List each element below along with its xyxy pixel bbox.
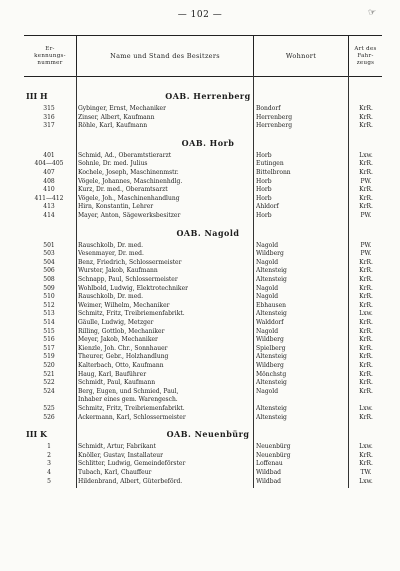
row-number: 517 [43,344,55,352]
residence: Horb [256,186,272,194]
residence: Altensteig [256,405,287,412]
owner-name: Haug, Karl, Bauführer [78,370,147,378]
vehicle-type: KrR. [359,451,373,459]
vehicle-type: KrR. [359,258,373,266]
owner-name: Sohnle, Dr. med. Julius [78,160,148,168]
residence: Horb [256,151,272,159]
row-number: 503 [43,250,55,258]
vehicle-type: KrR. [359,362,373,369]
header-name: Name und Stand des Besitzers [110,51,220,60]
vehicle-type: KrR. [359,301,373,309]
row-number: 3 [47,460,51,468]
row-number: 509 [43,284,55,292]
row-number: 504 [43,258,55,266]
table-header [24,35,382,77]
table-row [24,114,382,122]
table-row [24,122,382,130]
row-number: 513 [43,310,55,318]
row-number: 401 [43,151,55,159]
residence: Wildberg [256,362,284,369]
owner-name: Kochele, Joseph, Maschinenmstr. [78,169,179,176]
vehicle-type: KrR. [359,186,373,194]
residence: Wildberg [256,250,284,258]
table-row [24,267,382,275]
section-title: OAB. Neuenbürg [166,429,250,440]
table-row [24,388,382,396]
residence: Spielberg [256,344,286,352]
residence: Bittelbronn [256,169,291,176]
vehicle-type: KrR. [359,105,373,112]
owner-name: Schnapp, Paul, Schlossermeister [78,276,178,283]
owner-name: Theurer, Gebr., Holzhandlung [78,353,169,361]
row-number: 522 [43,379,55,387]
table-row [24,379,382,387]
section-title: OAB. Nagold [176,227,240,238]
header-nr: Er- kennungs- nummer [34,45,66,66]
residence: Horb [256,177,272,185]
vehicle-type: TW. [360,469,372,476]
vehicle-type: KrR. [359,203,373,211]
table-row [24,371,382,379]
row-number: 407 [43,169,55,176]
table-row [24,469,382,477]
residence: Altensteig [256,267,287,275]
owner-name: Mayer, Anton, Sägewerksbesitzer [78,212,181,219]
row-number: 316 [43,113,55,121]
vehicle-type: PW. [360,177,372,185]
owner-name: Inhaber eines gem. Warengesch. [78,396,178,404]
row-number: 519 [43,353,55,361]
header-wohnort: Wohnort [285,51,317,60]
owner-name: Meyer, Jakob, Mechaniker [78,336,158,344]
table-row [24,362,382,370]
table-row [24,212,382,220]
table-row [24,319,382,327]
vehicle-type: PW. [360,241,372,249]
vehicle-type: KrR. [359,169,373,176]
row-number: 515 [43,327,55,335]
table-row [24,242,382,250]
row-number: 516 [43,336,55,344]
row-number: 408 [43,177,55,185]
vehicle-type: KrR. [359,284,373,292]
owner-name: Röhle, Karl, Kaufmann [78,122,148,130]
section-title: OAB. Herrenberg [165,91,251,101]
table-row [24,160,382,168]
row-number: 520 [43,362,55,369]
table-row [24,250,382,258]
vehicle-type: Lxw. [359,477,373,485]
owner-name: Gäulle, Ludwig, Metzger [78,319,154,326]
table-row [24,169,382,177]
residence: Mönchstg [256,370,287,378]
residence: Wildbad [256,477,281,485]
owner-name: Tubach, Karl, Chauffeur [78,469,152,476]
vehicle-type: KrR. [359,122,373,130]
row-number: 1 [47,443,51,451]
residence: Bondorf [256,105,281,112]
owner-name: Vögele, Joh., Maschinenhandlung [78,194,180,202]
residence: Horb [256,212,272,219]
row-number: 414 [43,212,55,219]
owner-name: Berg, Eugen, und Schmied, Paul, [78,387,179,395]
owner-name: Kienzle, Joh. Chr., Sonnhauer [78,344,168,352]
residence: Nagold [256,241,279,249]
residence: Ahldorf [256,203,279,211]
table-row [24,203,382,211]
owner-name: Knöller, Gustav, Installateur [78,451,163,459]
row-number: 512 [43,301,55,309]
vehicle-type: Lxw. [359,310,373,318]
table-row [24,405,382,413]
vehicle-type: Lxw. [359,151,373,159]
owner-name: Kalterbach, Otto, Kaufmann [78,362,164,369]
residence: Nagold [256,293,279,301]
row-number: 508 [43,276,55,283]
row-number: 317 [43,122,55,130]
row-number: 501 [43,241,55,249]
vehicle-type: KrR. [359,276,373,283]
residence: Walddorf [256,319,284,326]
row-number: 4 [47,469,51,476]
residence: Herrenberg [256,122,293,130]
owner-name: Benz, Friedrich, Schlossermeister [78,258,182,266]
table-row [24,152,382,160]
section-mark: III K [26,429,47,440]
section-mark: III H [26,91,48,101]
table-row [24,443,382,451]
section-heading [24,429,382,440]
owner-name: Wurster, Jakob, Kaufmann [78,267,158,275]
vehicle-type: KrR. [359,336,373,344]
owner-name: Rilling, Gottlob, Mechaniker [78,327,165,335]
row-number: 5 [47,477,51,485]
vehicle-type: KrR. [359,387,373,395]
owner-name: Schlitter, Ludwig, Gemeindeförster [78,460,186,468]
vehicle-type: KrR. [359,267,373,275]
owner-name: Vögele, Johannes, Maschinenhdlg. [78,177,183,185]
residence: Neuenbürg [256,451,291,459]
vehicle-type: KrR. [359,460,373,468]
owner-name: Schmid, Ad., Oberamtstierarzt [78,151,172,159]
vehicle-type: KrR. [359,160,373,168]
table-row [24,328,382,336]
residence: Altensteig [256,379,287,387]
table-row [24,478,382,486]
corner-mark: ☞ [368,8,377,18]
table-row [24,302,382,310]
row-number: 413 [43,203,55,211]
row-number: 506 [43,267,55,275]
owner-name: Schmitz, Fritz, Treibriemenfabrikt. [78,405,185,412]
table-row [24,460,382,468]
table-row [24,414,382,422]
row-number: 315 [43,105,55,112]
residence: Horb [256,194,272,202]
section-title: OAB. Horb [181,137,235,148]
residence: Altensteig [256,310,287,318]
row-number: 525 [43,405,55,412]
vehicle-type: KrR. [359,113,373,121]
residence: Loffenau [256,460,283,468]
row-number: 521 [43,370,55,378]
residence: Neuenbürg [256,443,291,451]
table-row [24,310,382,318]
section-heading [24,91,382,102]
residence: Altensteig [256,353,287,361]
residence: Nagold [256,327,279,335]
vehicle-type: KrR. [359,293,373,301]
residence: Ebhausen [256,301,287,309]
table-row [24,345,382,353]
row-number: 526 [43,413,55,421]
owner-name: Hildenbrand, Albert, Güterbeförd. [78,477,183,485]
owner-name: Rauschkolb, Dr. med. [78,241,144,249]
row-number: 410 [43,186,55,194]
owner-name: Vesenmayer, Dr. med. [78,250,144,258]
vehicle-type: KrR. [359,353,373,361]
vehicle-type: KrR. [359,319,373,326]
table-row [24,396,382,404]
row-number: 510 [43,293,55,301]
owner-name: Wohlbold, Ludwig, Elektrotechniker [78,284,188,292]
residence: Herrenberg [256,113,293,121]
vehicle-type: Lxw. [359,405,373,412]
row-number: 524 [43,387,55,395]
table-row [24,186,382,194]
table-row [24,353,382,361]
vehicle-type: KrR. [359,194,373,202]
residence: Nagold [256,284,279,292]
residence: Altensteig [256,276,287,283]
table-row [24,105,382,113]
row-number: 411—412 [34,194,64,202]
residence: Eutingen [256,160,284,168]
residence: Wildbad [256,469,281,476]
owner-name: Ackermann, Karl, Schlossermeister [78,413,186,421]
owner-name: Zinser, Albert, Kaufmann [78,113,155,121]
page-number: — 102 — [177,10,223,20]
owner-name: Kurz, Dr. med., Oberamtsarzt [78,186,168,194]
row-number: 2 [47,451,51,459]
vehicle-type: PW. [360,212,372,219]
vehicle-type: KrR. [359,379,373,387]
owner-name: Schmidt, Paul, Kaufmann [78,379,156,387]
table-row [24,178,382,186]
owner-name: Rauschkolb, Dr. med. [78,293,144,301]
residence: Altensteig [256,413,287,421]
owner-name: Gybinger, Ernst, Mechaniker [78,105,166,112]
table-row [24,285,382,293]
section-heading [24,138,382,149]
vehicle-type: PW. [360,250,372,258]
owner-name: Schmidt, Artur, Fabrikant [78,443,156,451]
table-row [24,452,382,460]
owner-name: Weimer, Wilhelm, Mechaniker [78,301,170,309]
residence: Nagold [256,387,279,395]
owner-name: Schmitz, Fritz, Treibriemenfabrikt. [78,310,185,318]
residence: Wildberg [256,336,284,344]
section-heading [24,228,382,239]
vehicle-type: KrR. [359,413,373,421]
table-row [24,276,382,284]
header-art: Art des Fahr- zeugs [354,45,377,66]
owner-name: Hirn, Konstantin, Lehrer [78,203,154,211]
vehicle-type: KrR. [359,344,373,352]
table-row [24,336,382,344]
vehicle-type: KrR. [359,370,373,378]
row-number: 514 [43,319,55,326]
table-row [24,293,382,301]
row-number: 404—405 [34,160,64,168]
table-row [24,195,382,203]
table-row [24,259,382,267]
vehicle-type: KrR. [359,327,373,335]
vehicle-type: Lxw. [359,443,373,451]
residence: Nagold [256,258,279,266]
